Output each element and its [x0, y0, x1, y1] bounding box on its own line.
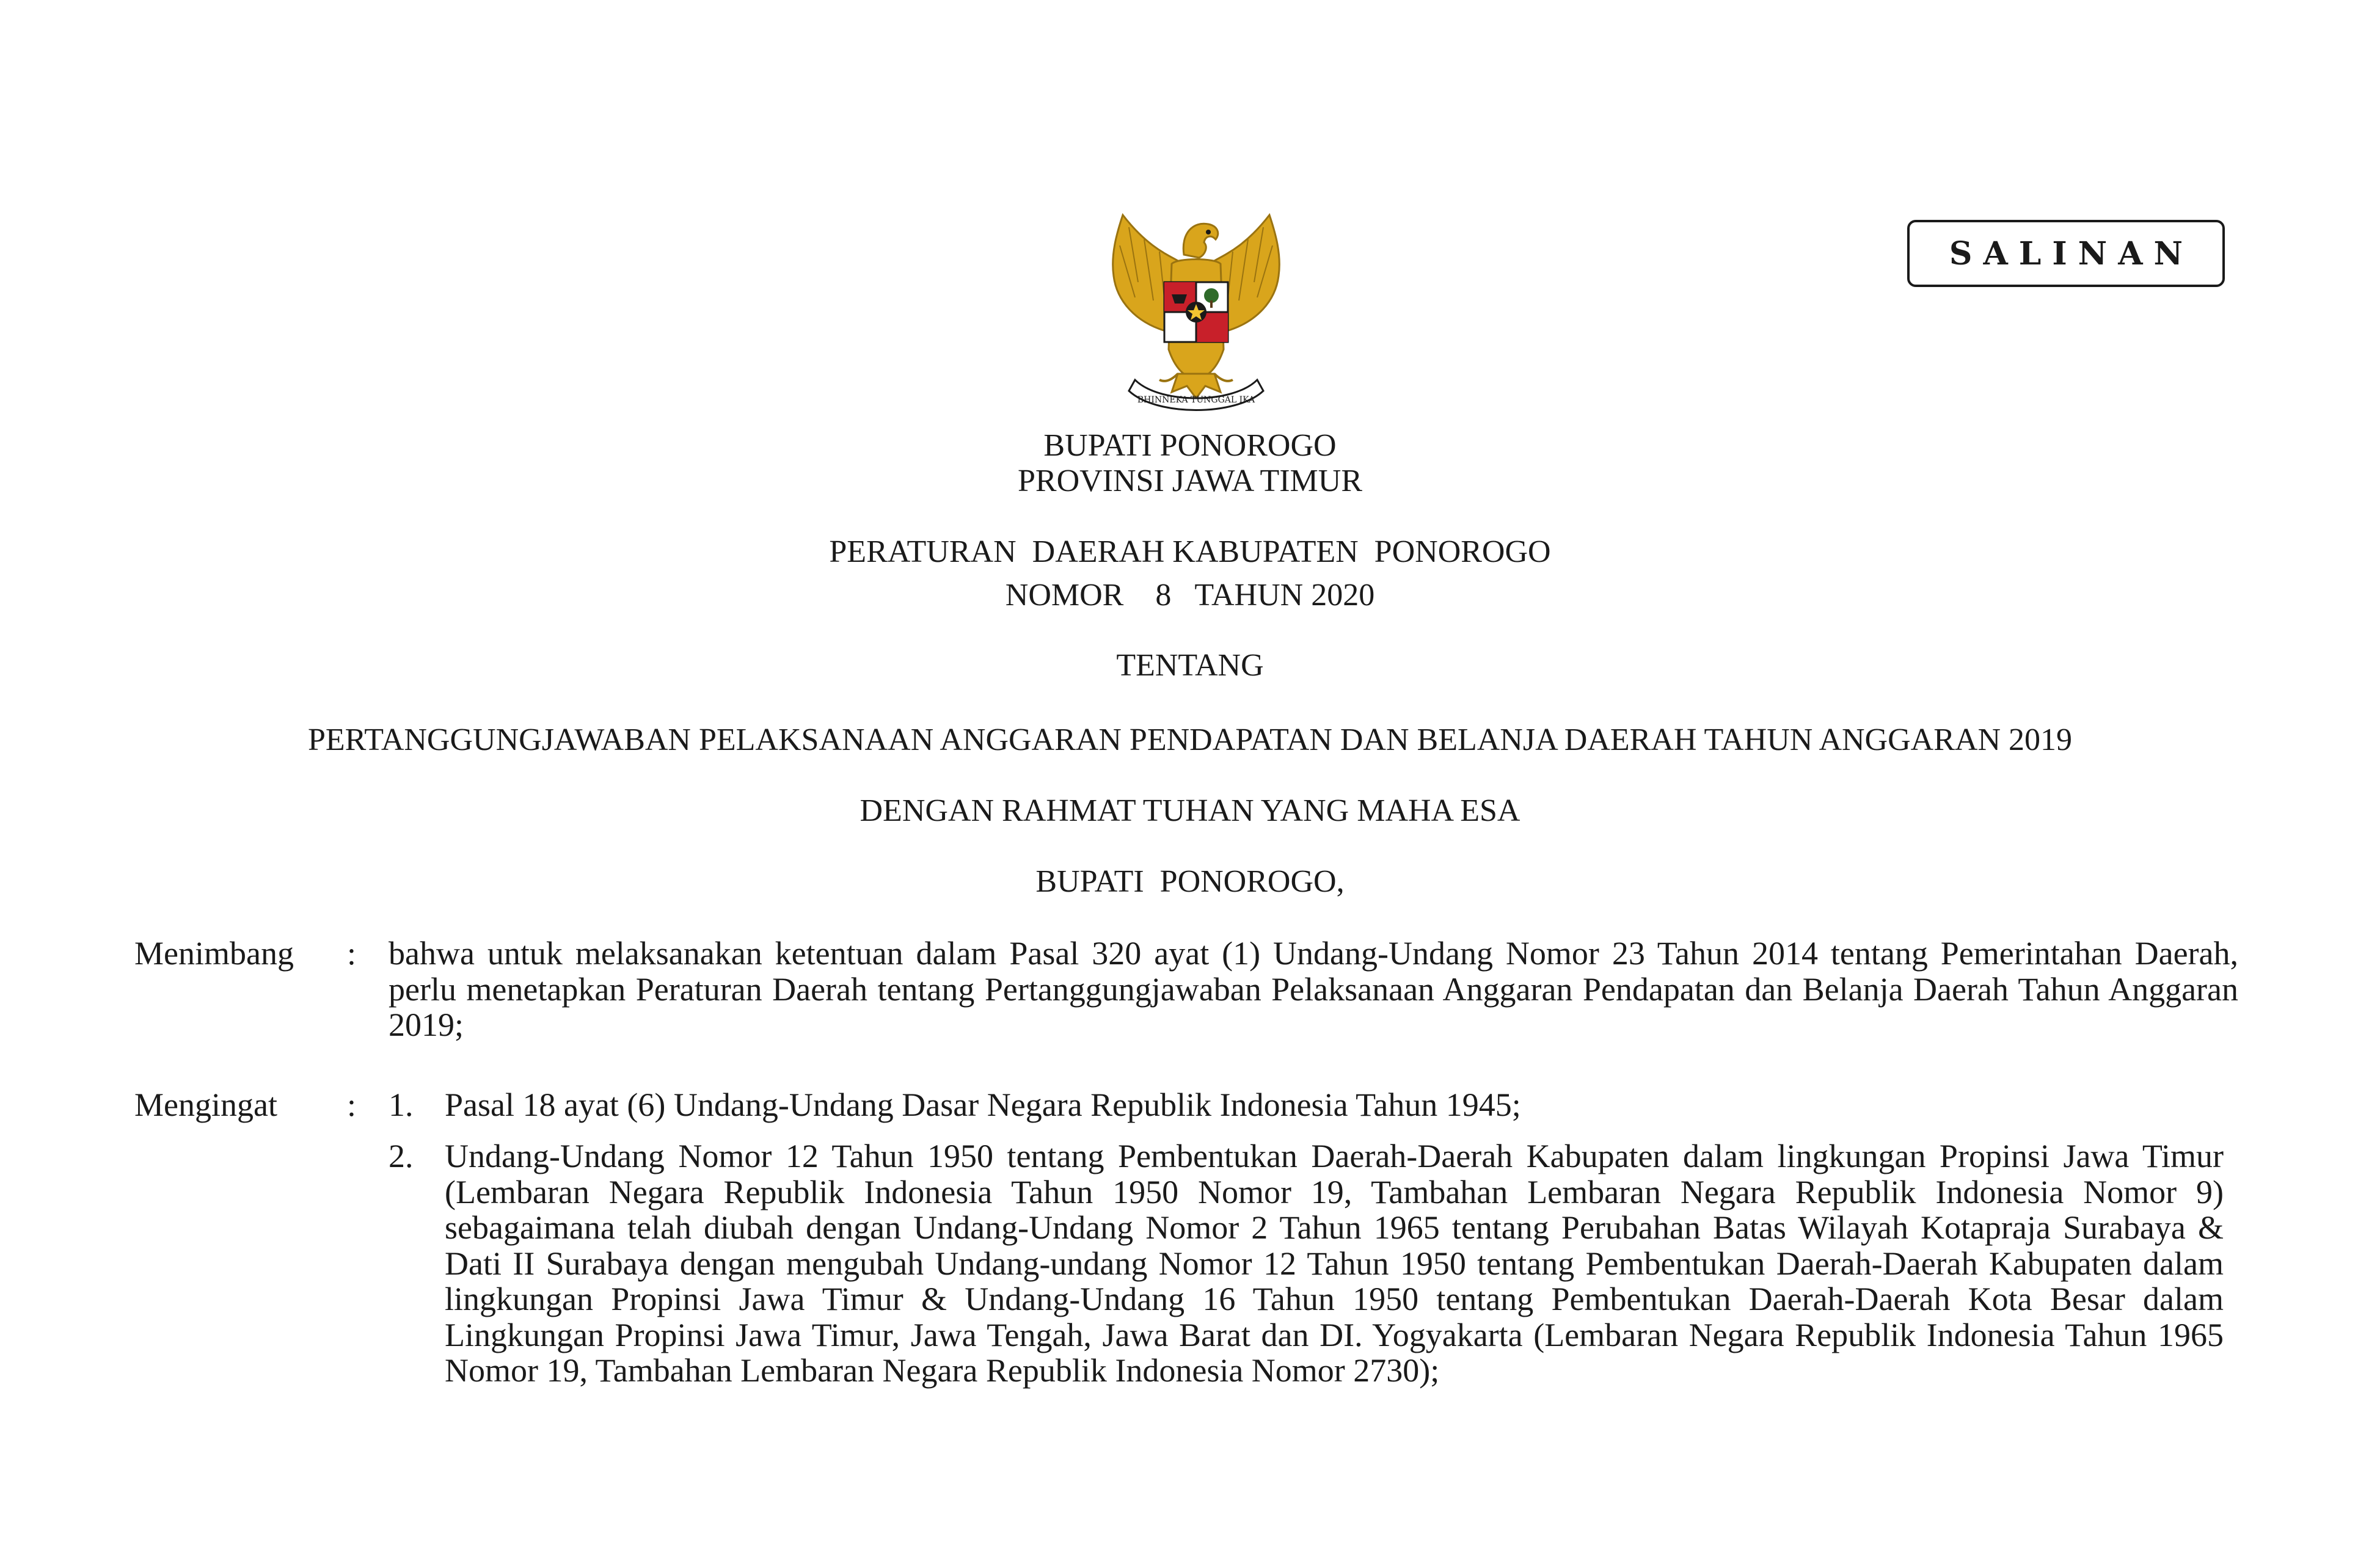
mengingat-item-text: Pasal 18 ayat (6) Undang-Undang Dasar Negara Republik Indonesia Tahun 1945; [445, 1086, 1521, 1123]
regulation-number: NOMOR 8 TAHUN 2020 [1005, 578, 1375, 613]
mengingat-item-text: Undang-Undang Nomor 12 Tahun 1950 tentang Pembentukan Daerah-Daerah Kabupaten dalam lingkungan Propinsi Jawa Timur (Lembaran Negara Republik Indonesia Tahun 1950 Nomor 19, Tambahan Lembaran Negara Republik Indonesia Nomor 9) sebagaimana telah diubah dengan Undang-Undang Nomor 2 Tahun 1965 tentang Perubahan Batas Wilayah Kotapraja Surabaya & Dati II Surabaya dengan mengubah Undang-undang Nomor 12 Tahun 1950 tentang Pembentukan Daerah-Daerah Kabupaten dalam lingkungan Propinsi Jawa Timur & Undang-Undang 16 Tahun 1950 tentang Pembentukan Daerah-Daerah Kota Besar dalam Lingkungan Propinsi Jawa Timur, Jawa Tengah, Jawa Barat dan DI. Yogyakarta (Lembaran Negara Republik Indonesia Tahun 1965 Nomor 19, Tambahan Lembaran Negara Republik Indonesia Nomor 2730); [445, 1138, 2224, 1389]
mengingat-item-number: 2. [389, 1138, 414, 1174]
menimbang-colon: : [347, 935, 357, 972]
motto-text: BHINNEKA TUNGGAL IKA [1137, 395, 1255, 405]
menimbang-text: bahwa untuk melaksanakan ketentuan dalam Pasal 320 ayat (1) Undang-Undang Nomor 23 Tahun 2014 tentang Pemerintahan Daerah, perlu menetapkan Peraturan Daerah tentang Pertanggungjawaban Pelaksanaan Anggaran Pendapatan dan Belanja Daerah Tahun Anggaran 2019; [389, 935, 2238, 1043]
mengingat-item-number: 1. [389, 1086, 414, 1123]
menimbang-label: Menimbang [134, 935, 294, 972]
mengingat-label: Mengingat [134, 1086, 277, 1123]
regulation-title: PERATURAN DAERAH KABUPATEN PONOROGO [829, 534, 1551, 569]
header-line1: BUPATI PONOROGO [1043, 428, 1337, 463]
about-label: TENTANG [1116, 648, 1264, 683]
header-line2: PROVINSI JAWA TIMUR [1017, 464, 1363, 498]
blessing-line: DENGAN RAHMAT TUHAN YANG MAHA ESA [860, 793, 1520, 828]
salinan-label: SALINAN [1949, 235, 2194, 272]
salinan-stamp [1907, 220, 2225, 287]
regulation-subject: PERTANGGUNGJAWABAN PELAKSANAAN ANGGARAN PENDAPATAN DAN BELANJA DAERAH TAHUN ANGGARAN 2019 [307, 722, 2072, 757]
mengingat-colon: : [347, 1086, 357, 1123]
issuer-line: BUPATI PONOROGO, [1035, 864, 1345, 899]
garuda-pancasila-icon [1086, 197, 1306, 417]
